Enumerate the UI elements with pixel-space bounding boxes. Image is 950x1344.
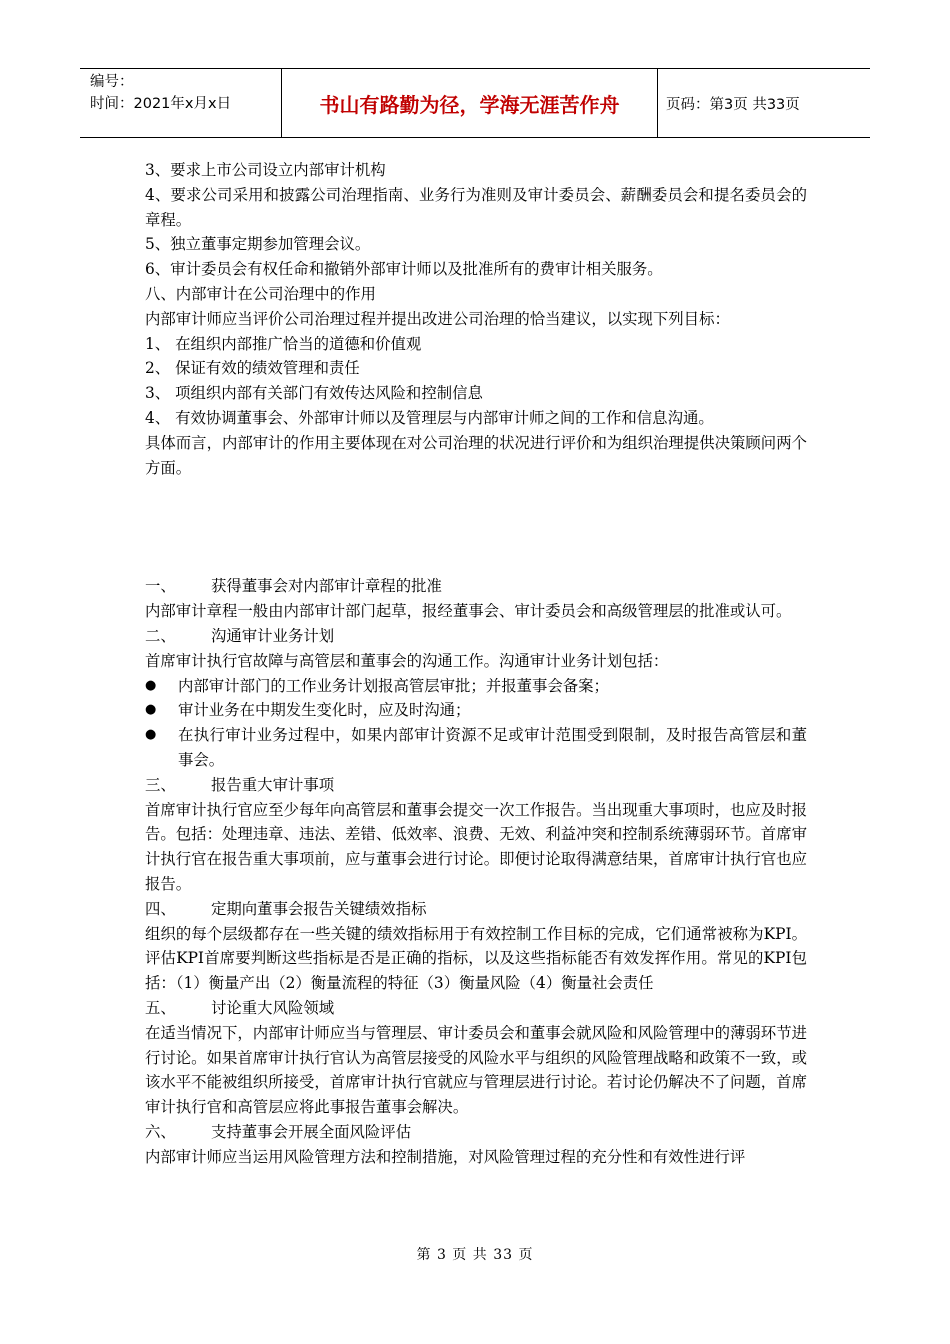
page-footer: 第 3 页 共 33 页 <box>416 1247 534 1263</box>
bullet-icon: ● <box>145 727 157 743</box>
section-title: 讨论重大风险领域 <box>211 998 335 1017</box>
paragraph: 5、独立董事定期参加管理会议。 <box>145 235 371 254</box>
section-number: 六、 <box>145 1122 176 1141</box>
section-heading <box>145 897 807 922</box>
section-number: 二、 <box>145 626 176 645</box>
header-meta <box>80 69 282 137</box>
paragraph: 首席审计执行官故障与高管层和董事会的沟通工作。沟通审计业务计划包括： <box>145 651 669 670</box>
page-header <box>80 68 870 138</box>
paragraph: 首席审计执行官应至少每年向高管层和董事会提交一次工作报告。当出现重大事项时，也应及时报告。包括：处理违章、违法、差错、低效率、浪费、无效、利益冲突和控制系统薄弱环节。首席审计执行官在报告重大事项前，应与董事会进行讨论。即便讨论取得满意结果，首席审计执行官也应报告。 <box>145 800 807 893</box>
paragraph: 内部审计师应当运用风险管理方法和控制措施，对风险管理过程的充分性和有效性进行评 <box>145 1147 746 1166</box>
section-heading <box>145 574 807 599</box>
section-title: 支持董事会开展全面风险评估 <box>211 1122 412 1141</box>
paragraph: 在适当情况下，内部审计师应当与管理层、审计委员会和董事会就风险和风险管理中的薄弱环节进行讨论。如果首席审计执行官认为高管层接受的风险水平与组织的风险管理战略和政策不一致，或该水平不能被组织所接受，首席审计执行官就应与管理层进行讨论。若讨论仍解决不了问题，首席审计执行官和高管层应将此事报告董事会解决。 <box>145 1023 807 1117</box>
section-title: 获得董事会对内部审计章程的批准 <box>211 577 442 596</box>
paragraph: 4、要求公司采用和披露公司治理指南、业务行为准则及审计委员会、薪酬委员会和提名委员会的章程。 <box>145 185 807 229</box>
list-item: 1、 在组织内部推广恰当的道德和价值观 <box>145 334 422 353</box>
paragraph: 3、要求上市公司设立内部审计机构 <box>145 161 386 179</box>
doc-code-label: 编号： <box>90 74 134 90</box>
section-heading <box>145 1120 807 1145</box>
bullet-icon: ● <box>145 677 157 693</box>
bullet-icon: ● <box>145 702 157 718</box>
bullet-item <box>145 698 807 723</box>
paragraph: 6、审计委员会有权任命和撤销外部审计师以及批准所有的费审计相关服务。 <box>145 260 663 279</box>
bullet-item <box>145 723 807 773</box>
document-body <box>145 158 807 1169</box>
paragraph: 内部审计师应当评价公司治理过程并提出改进公司治理的恰当建议，以实现下列目标： <box>145 309 730 328</box>
header-page-info: 页码：第3页 共33页 <box>666 96 800 113</box>
list-item: 3、 项组织内部有关部门有效传达风险和控制信息 <box>145 384 483 403</box>
section-heading <box>145 773 807 798</box>
bullet-text: 在执行审计业务过程中，如果内部审计资源不足或审计范围受到限制，及时报告高管层和董事会。 <box>178 726 807 769</box>
section-title: 沟通审计业务计划 <box>211 626 335 645</box>
bullet-text: 审计业务在中期发生变化时，应及时沟通； <box>178 701 471 720</box>
paragraph: 内部审计章程一般由内部审计部门起草，报经董事会、审计委员会和高级管理层的批准或认可。 <box>145 602 792 621</box>
section-number: 三、 <box>145 775 176 794</box>
bullet-item <box>145 674 807 699</box>
list-item: 4、 有效协调董事会、外部审计师以及管理层与内部审计师之间的工作和信息沟通。 <box>145 408 714 427</box>
list-item: 2、 保证有效的绩效管理和责任 <box>145 359 360 378</box>
section-heading: 八、内部审计在公司治理中的作用 <box>145 284 376 303</box>
header-motto: 书山有路勤为径，学海无涯苦作舟 <box>282 69 658 137</box>
bullet-text: 内部审计部门的工作业务计划报高管层审批；并报董事会备案； <box>178 676 609 695</box>
section-number: 一、 <box>145 577 176 596</box>
section-number: 四、 <box>145 899 176 918</box>
section-heading <box>145 996 807 1021</box>
doc-date-label: 时间：2021年x月x日 <box>90 96 232 112</box>
section-number: 五、 <box>145 998 176 1017</box>
paragraph: 具体而言，内部审计的作用主要体现在对公司治理的状况进行评价和为组织治理提供决策顾问两个方面。 <box>145 433 807 477</box>
paragraph: 组织的每个层级都存在一些关键的绩效指标用于有效控制工作目标的完成，它们通常被称为KPI。评估KPI首席要判断这些指标是否是正确的指标，以及这些指标能否有效发挥作用。常见的KPI包括：（1）衡量产出（2）衡量流程的特征（3）衡量风险（4）衡量社会责任 <box>145 924 807 993</box>
blank-space <box>145 480 807 574</box>
section-heading <box>145 624 807 649</box>
section-title: 定期向董事会报告关键绩效指标 <box>211 899 427 918</box>
section-title: 报告重大审计事项 <box>211 775 335 794</box>
